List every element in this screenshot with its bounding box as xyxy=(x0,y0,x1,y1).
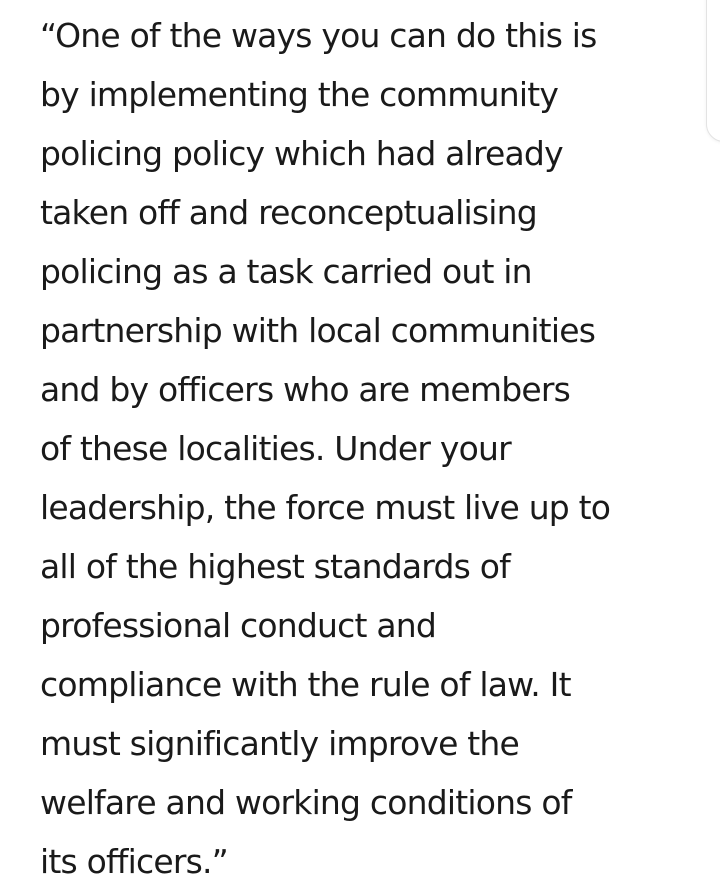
quote-line: and by officers who are members xyxy=(40,370,571,409)
quote-line: partnership with local communities xyxy=(40,311,596,350)
quote-line: by implementing the community xyxy=(40,75,559,114)
quote-line: leadership, the force must live up to xyxy=(40,488,611,527)
quote-line: its officers.” xyxy=(40,842,228,881)
quote-line: all of the highest standards of xyxy=(40,547,510,586)
quote-line: policing policy which had already xyxy=(40,134,563,173)
quote-line: of these localities. Under your xyxy=(40,429,511,468)
quote-line: taken off and reconceptualising xyxy=(40,193,537,232)
quote-line: “One of the ways you can do this is xyxy=(40,16,597,55)
quote-line: must significantly improve the xyxy=(40,724,520,763)
quote-line: welfare and working conditions of xyxy=(40,783,572,822)
quote-line: compliance with the rule of law. It xyxy=(40,665,571,704)
quote-line: professional conduct and xyxy=(40,606,437,645)
quote-paragraph xyxy=(40,6,710,890)
quote-line: policing as a task carried out in xyxy=(40,252,532,291)
